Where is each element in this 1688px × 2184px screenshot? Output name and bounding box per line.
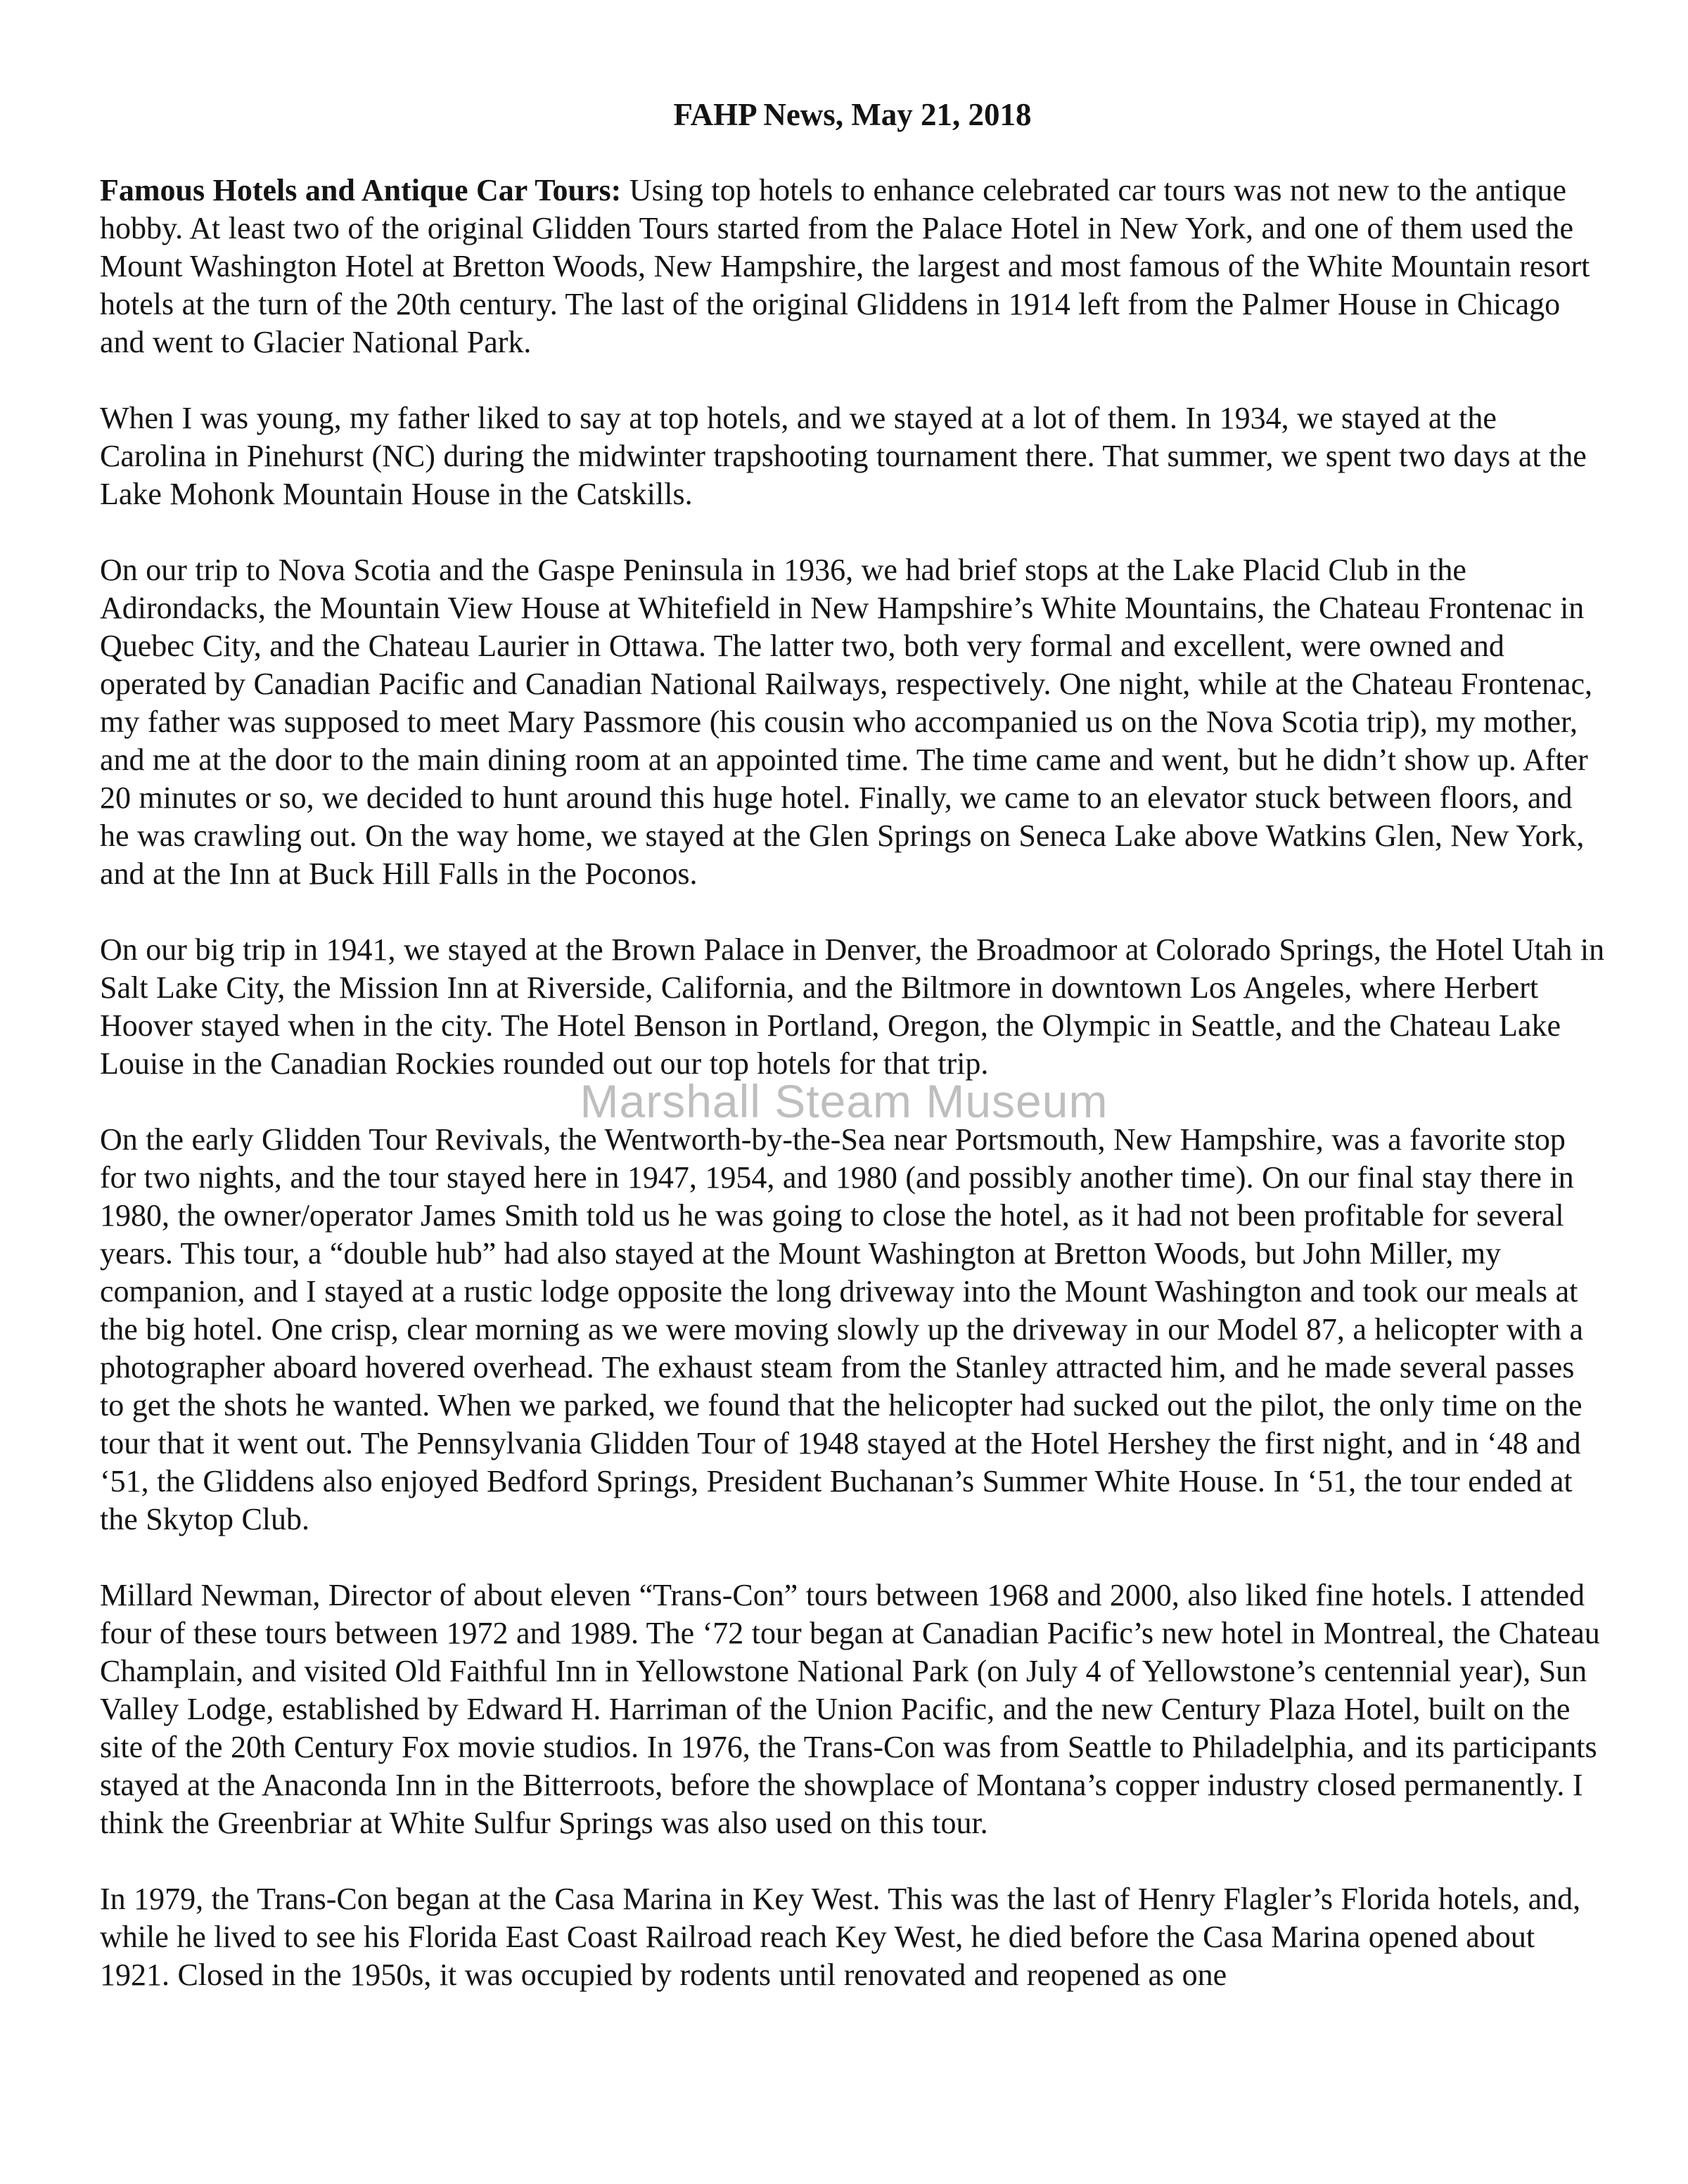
paragraph-2: When I was young, my father liked to say at top hotels, and we stayed at a lot of them. In 1934, we stayed at the Carolina in Pinehurst (NC) during the midwinter trapshooting tournament there. That summer, we spent two days at the Lake Mohonk Mountain House in the Catskills. [100,401,1587,511]
watermark: Marshall Steam Museum [580,1075,1108,1127]
paragraph-1 [100,172,1605,361]
paragraph-6: Millard Newman, Director of about eleven “Trans-Con” tours between 1968 and 2000, also liked fine hotels. I attended four of these tours between 1972 and 1989. The ‘72 tour began at Canadian Pacific’s new hotel in Montreal, the Chateau Champlain, and visited Old Faithful Inn in Yellowstone National Park (on July 4 of Yellowstone’s centennial year), Sun Valley Lodge, established by Edward H. Harriman of the Union Pacific, and the new Century Plaza Hotel, built on the site of the 20th Century Fox movie studios. In 1976, the Trans-Con was from Seattle to Philadelphia, and its participants stayed at the Anaconda Inn in the Bitterroots, before the showplace of Montana’s copper industry closed permanently. I think the Greenbriar at White Sulfur Springs was also used on this tour. [100,1578,1600,1840]
paragraph-5: On the early Glidden Tour Revivals, the Wentworth-by-the-Sea near Portsmouth, New Hampshire, was a favorite stop for two nights, and the tour stayed here in 1947, 1954, and 1980 (and possibly another time). On our final stay there in 1980, the owner/operator James Smith told us he was going to close the hotel, as it had not been profitable for several years. This tour, a “double hub” had also stayed at the Mount Washington at Bretton Woods, but John Miller, my companion, and I stayed at a rustic lodge opposite the long driveway into the Mount Washington and took our meals at the big hotel. One crisp, clear morning as we were moving slowly up the driveway in our Model 87, a helicopter with a photographer aboard hovered overhead. The exhaust steam from the Stanley attracted him, and he made several passes to get the shots he wanted. When we parked, we found that the helicopter had sucked out the pilot, the only time on the tour that it went out. The Pennsylvania Glidden Tour of 1948 stayed at the Hotel Hershey the first night, and in ‘48 and ‘51, the Gliddens also enjoyed Bedford Springs, President Buchanan’s Summer White House. In ‘51, the tour ended at the Skytop Club. [100,1122,1584,1536]
paragraph-1-text: Using top hotels to enhance celebrated car tours was not new to the antique hobby. At least two of the original Glidden Tours started from the Palace Hotel in New York, and one of them used the Mount Washington Hotel at Bretton Woods, New Hampshire, the largest and most famous of the White Mountain resort hotels at the turn of the 20th century. The last of the original Gliddens in 1914 left from the Palmer House in Chicago and went to Glacier National Park. [100,173,1590,359]
page-title: FAHP News, May 21, 2018 [673,97,1032,132]
paragraph-7: In 1979, the Trans-Con began at the Casa Marina in Key West. This was the last of Henry Flagler’s Florida hotels, and, while he lived to see his Florida East Coast Railroad reach Key West, he died before the Casa Marina opened about 1921. Closed in the 1950s, it was occupied by rodents until renovated and reopened as one [100,1882,1581,1992]
paragraph-4: On our big trip in 1941, we stayed at the Brown Palace in Denver, the Broadmoor at Colorado Springs, the Hotel Utah in Salt Lake City, the Mission Inn at Riverside, California, and the Biltmore in downtown Los Angeles, where Herbert Hoover stayed when in the city. The Hotel Benson in Portland, Oregon, the Olympic in Seattle, and the Chateau Lake Louise in the Canadian Rockies rounded out our top hotels for that trip. [100,932,1605,1081]
document-body [100,96,1605,1994]
paragraph-3: On our trip to Nova Scotia and the Gaspe Peninsula in 1936, we had brief stops at the Lake Placid Club in the Adirondacks, the Mountain View House at Whitefield in New Hampshire’s White Mountains, the Chateau Frontenac in Quebec City, and the Chateau Laurier in Ottawa. The latter two, both very formal and excellent, were owned and operated by Canadian Pacific and Canadian National Railways, respectively. One night, while at the Chateau Frontenac, my father was supposed to meet Mary Passmore (his cousin who accompanied us on the Nova Scotia trip), my mother, and me at the door to the main dining room at an appointed time. The time came and went, but he didn’t show up. After 20 minutes or so, we decided to hunt around this huge hotel. Finally, we came to an elevator stuck between floors, and he was crawling out. On the way home, we stayed at the Glen Springs on Seneca Lake above Watkins Glen, New York, and at the Inn at Buck Hill Falls in the Poconos. [100,553,1593,891]
lead-heading: Famous Hotels and Antique Car Tours: [100,173,622,207]
